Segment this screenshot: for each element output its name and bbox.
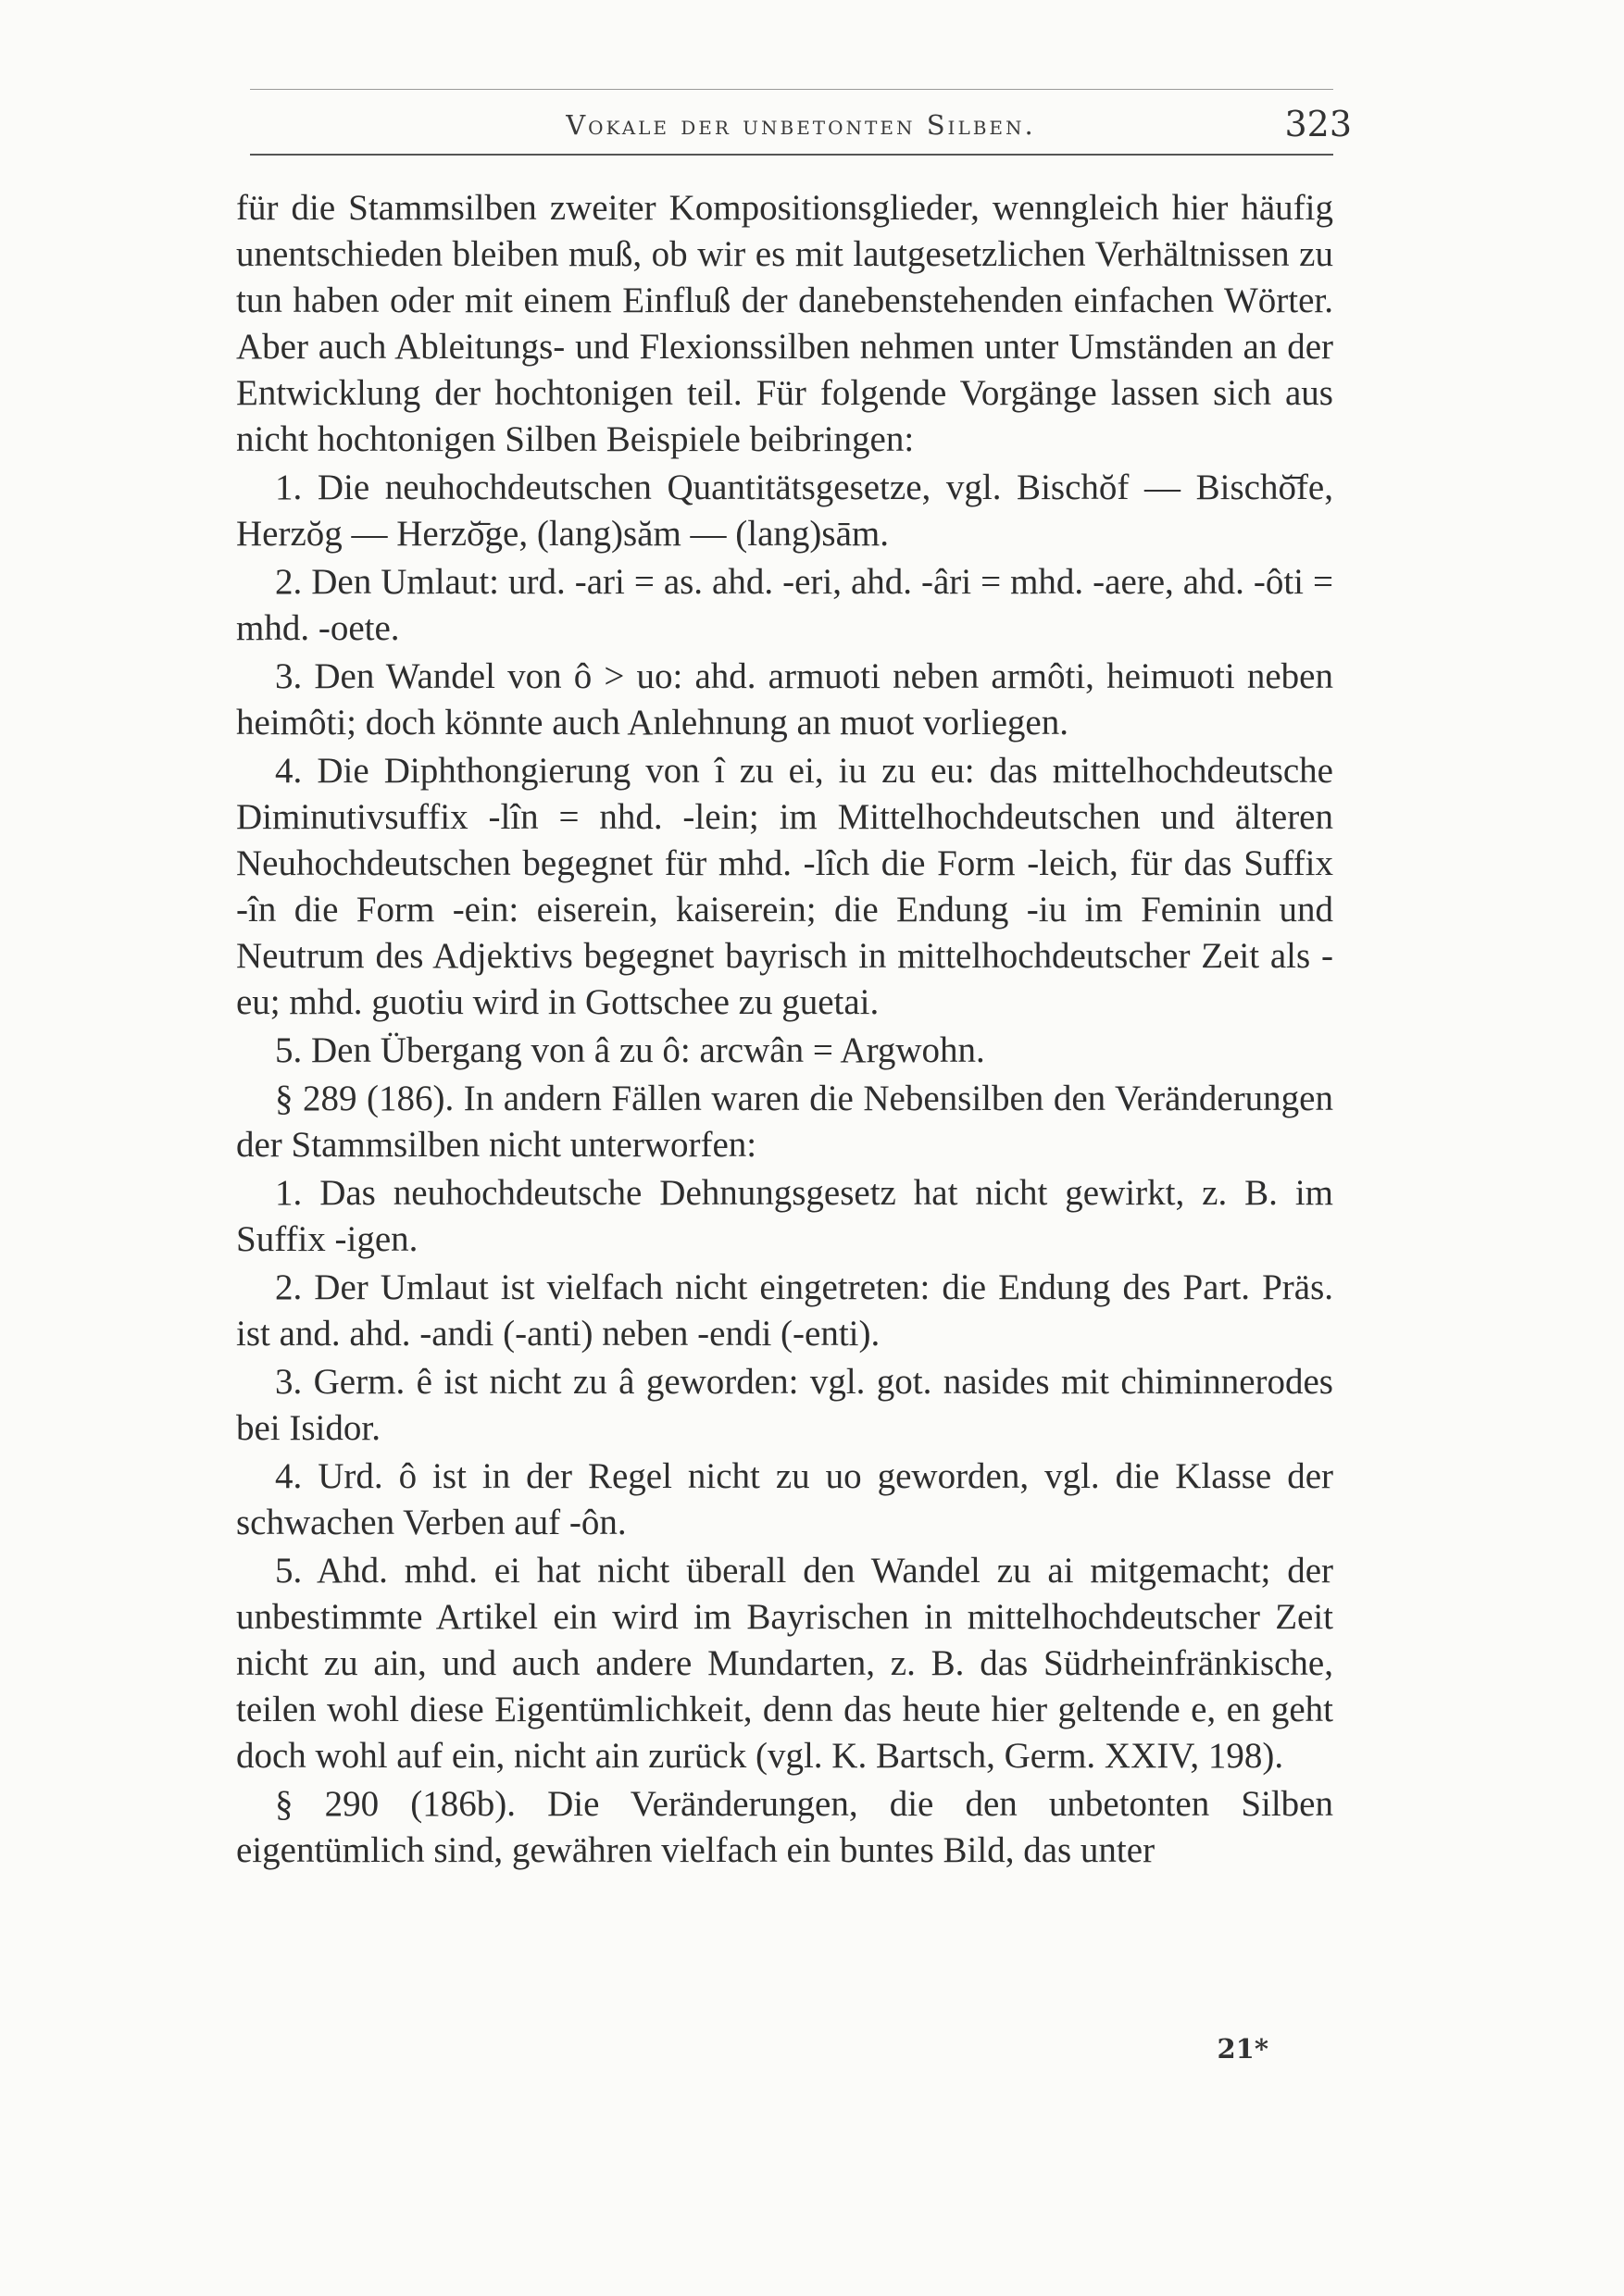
page-number: 323	[1284, 104, 1352, 144]
list-item-ei-ai: 5. Ahd. mhd. ei hat nicht überall den Wandel zu ai mitgemacht; der unbestimmte Artikel ein wird im Bayrischen in mittelhochdeutscher Zeit nicht zu ain, und auch andere Mundarten, z. B. das Südrheinfränkische, teilen wohl diese Eigentümlichkeit, denn das heute hier geltende e, en geht doch wohl auf ein, nicht ain zurück (vgl. K. Bartsch, Germ. XXIV, 198).	[236, 1551, 1333, 1776]
list-item-lengthening: 1. Das neuhochdeutsche Dehnungsgesetz hat nicht gewirkt, z. B. im Suffix -igen.	[236, 1173, 1333, 1259]
paragraph-continuation: für die Stammsilben zweiter Kompositionsglieder, wenngleich hier häufig unentschieden bleiben muß, ob wir es mit lautgesetzlichen Verhältnissen zu tun haben oder mit einem Einfluß der danebenstehenden einfachen Wörter. Aber auch Ableitungs- und Flexionssilben nehmen unter Umständen an der Entwicklung der hochtonigen teil. Für folgende Vorgänge lassen sich aus nicht hochtonigen Silben Beispiele beibringen:	[236, 188, 1333, 459]
section-289: § 289 (186). In andern Fällen waren die Nebensilben den Veränderungen der Stammsilben nicht unterworfen:	[236, 1079, 1333, 1165]
list-item-diphthongization: 4. Die Diphthongierung von î zu ei, iu zu eu: das mittelhochdeutsche Diminutivsuffix -lîn = nhd. -lein; im Mittelhochdeutschen und älteren Neuhochdeutschen begegnet für mhd. -lîch die Form -leich, für das Suffix -în die Form -ein: eiserein, kaiserein; die Endung -iu im Feminin und Neutrum des Adjektivs begegnet bayrisch in mittelhochdeutscher Zeit als -eu; mhd. guotiu wird in Gottschee zu guetai.	[236, 751, 1333, 1022]
header-bottom-rule	[250, 154, 1333, 156]
body-text	[236, 185, 1333, 1876]
list-item-no-umlaut: 2. Der Umlaut ist vielfach nicht eingetreten: die Endung des Part. Präs. ist and. ahd. -andi (-anti) neben -endi (-enti).	[236, 1267, 1333, 1354]
list-item-quantity-laws: 1. Die neuhochdeutschen Quantitätsgesetze, vgl. Bischŏf — Bischŏ̄fe, Herzŏg — Herzŏ̄ge, (lang)săm — (lang)sām.	[236, 468, 1333, 554]
list-item-urd-o: 4. Urd. ô ist in der Regel nicht zu uo geworden, vgl. die Klasse der schwachen Verben auf -ôn.	[236, 1456, 1333, 1542]
list-item-vowel-shift: 3. Den Wandel von ô > uo: ahd. armuoti neben armôti, heimuoti neben heimôti; doch könnte auch Anlehnung an muot vorliegen.	[236, 656, 1333, 742]
signature-mark: 21*	[1217, 2033, 1268, 2065]
section-290: § 290 (186b). Die Veränderungen, die den unbetonten Silben eigentümlich sind, gewähren vielfach ein buntes Bild, das unter	[236, 1784, 1333, 1870]
list-item-a-to-o: 5. Den Übergang von â zu ô: arcwân = Argwohn.	[275, 1030, 985, 1070]
running-header-title: Vokale der unbetonten Silben.	[566, 109, 1036, 141]
list-item-germanic-e: 3. Germ. ê ist nicht zu â geworden: vgl. got. nasides mit chiminnerodes bei Isidor.	[236, 1362, 1333, 1448]
header-top-rule	[250, 89, 1333, 90]
list-item-umlaut: 2. Den Umlaut: urd. -ari = as. ahd. -eri, ahd. -âri = mhd. -aere, ahd. -ôti = mhd. -oete.	[236, 562, 1333, 648]
